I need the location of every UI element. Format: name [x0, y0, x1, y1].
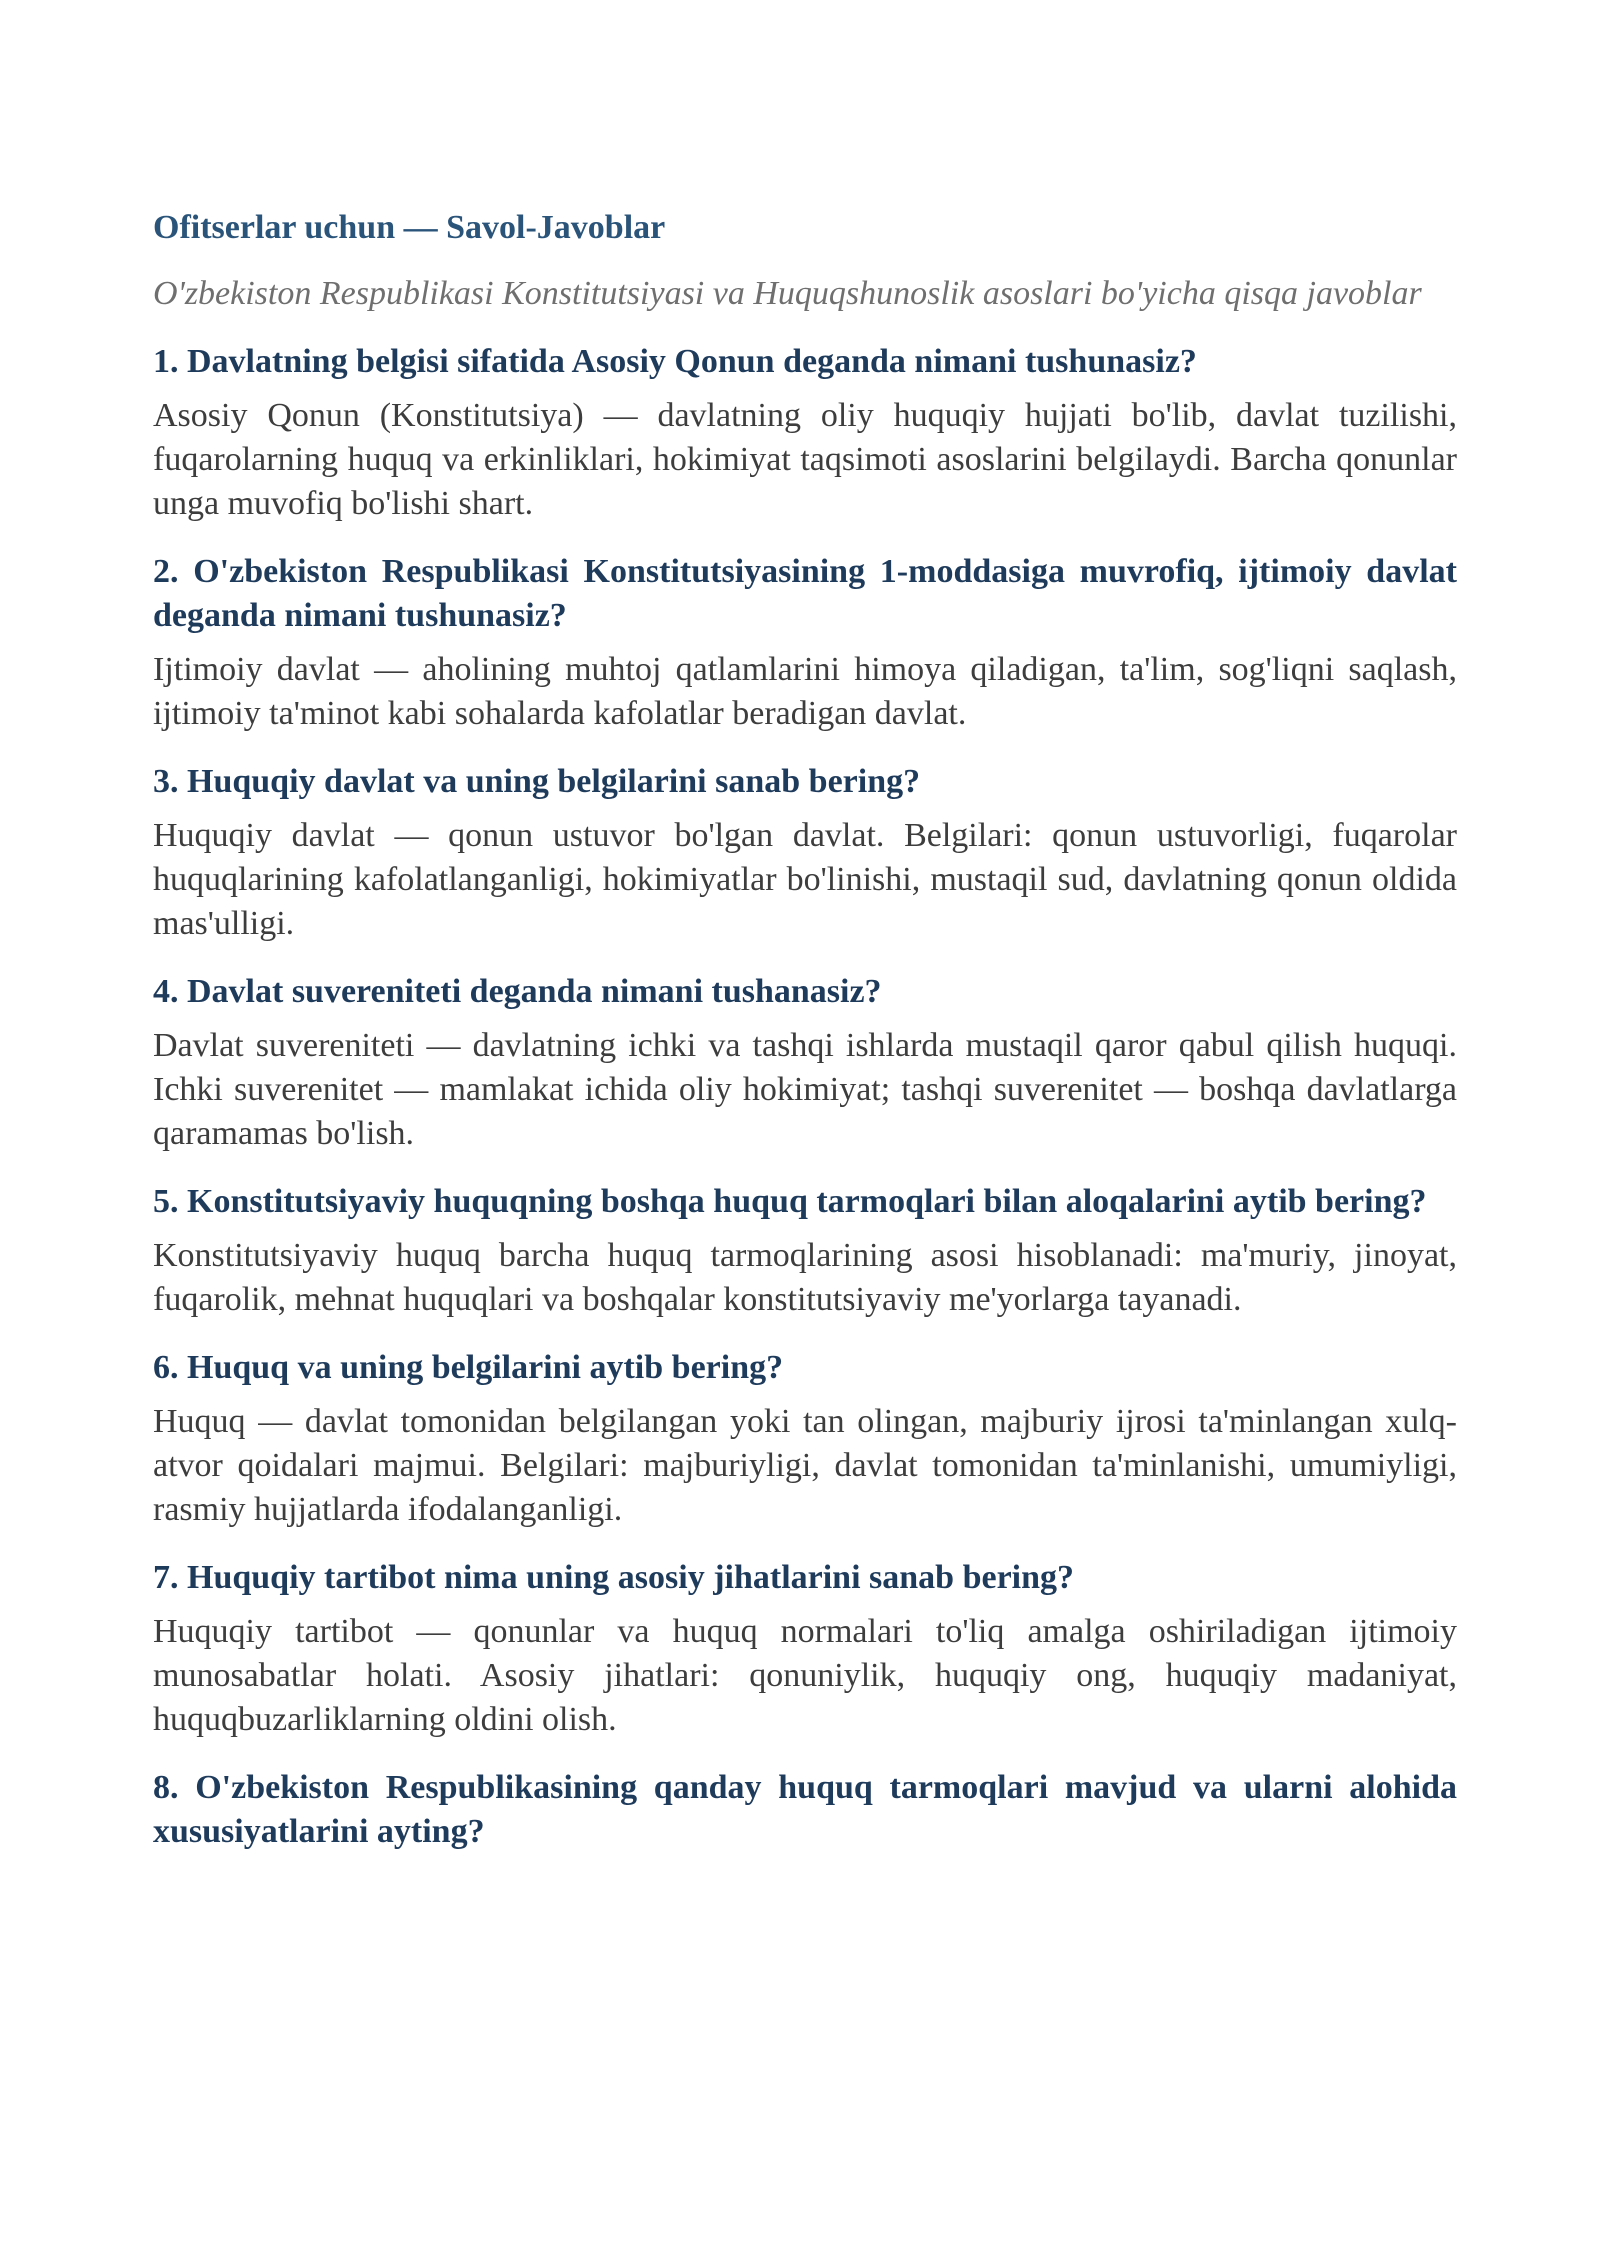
answer-4: Davlat suvereniteti — davlatning ichki va tashqi ishlarda mustaqil qaror qabul qilish huquqi. Ichki suverenitet — mamlakat ichida oliy hokimiyat; tashqi suverenitet — boshqa davlatlarga qaramamas bo'lish. [153, 1027, 1457, 1152]
qa-item-2 [153, 550, 1457, 736]
question-5: 5. Konstitutsiyaviy huquqning boshqa huquq tarmoqlari bilan aloqalarini aytib bering? [153, 1183, 1427, 1220]
answer-5: Konstitutsiyaviy huquq barcha huquq tarmoqlarining asosi hisoblanadi: ma'muriy, jinoyat, fuqarolik, mehnat huquqlari va boshqalar konstitutsiyaviy me'yorlarga tayanadi. [153, 1237, 1457, 1318]
qa-item-7 [153, 1556, 1457, 1742]
question-6: 6. Huquq va uning belgilarini aytib bering? [153, 1349, 784, 1386]
qa-item-3 [153, 760, 1457, 946]
qa-item-5 [153, 1180, 1457, 1322]
qa-item-4 [153, 970, 1457, 1156]
question-1: 1. Davlatning belgisi sifatida Asosiy Qonun deganda nimani tushunasiz? [153, 343, 1197, 380]
qa-item-6 [153, 1346, 1457, 1532]
question-8: 8. O'zbekiston Respublikasining qanday huquq tarmoqlari mavjud va ularni alohida xususiyatlarini ayting? [153, 1769, 1457, 1850]
document-page [153, 206, 1457, 1854]
answer-2: Ijtimoiy davlat — aholining muhtoj qatlamlarini himoya qiladigan, ta'lim, sog'liqni saqlash, ijtimoiy ta'minot kabi sohalarda kafolatlar beradigan davlat. [153, 651, 1457, 732]
question-7: 7. Huquqiy tartibot nima uning asosiy jihatlarini sanab bering? [153, 1559, 1075, 1596]
answer-6: Huquq — davlat tomonidan belgilangan yoki tan olingan, majburiy ijrosi ta'minlangan xulq-atvor qoidalari majmui. Belgilari: majburiyligi, davlat tomonidan ta'minlanishi, umumiyligi, rasmiy hujjatlarda ifodalanganligi. [153, 1403, 1457, 1528]
question-2: 2. O'zbekiston Respublikasi Konstitutsiyasining 1-moddasiga muvrofiq, ijtimoiy davlat deganda nimani tushunasiz? [153, 553, 1457, 634]
answer-1: Asosiy Qonun (Konstitutsiya) — davlatning oliy huquqiy hujjati bo'lib, davlat tuzilishi, fuqarolarning huquq va erkinliklari, hokimiyat taqsimoti asoslarini belgilaydi. Barcha qonunlar unga muvofiq bo'lishi shart. [153, 397, 1457, 522]
document-title: Ofitserlar uchun — Savol-Javoblar [153, 209, 666, 246]
qa-item-8 [153, 1766, 1457, 1854]
document-subtitle: O'zbekiston Respublikasi Konstitutsiyasi va Huquqshunoslik asoslari bo'yicha qisqa javoblar [153, 275, 1422, 312]
question-3: 3. Huquqiy davlat va uning belgilarini sanab bering? [153, 763, 921, 800]
answer-7: Huquqiy tartibot — qonunlar va huquq normalari to'liq amalga oshiriladigan ijtimoiy munosabatlar holati. Asosiy jihatlari: qonuniylik, huquqiy ong, huquqiy madaniyat, huquqbuzarliklarning oldini olish. [153, 1613, 1457, 1738]
question-4: 4. Davlat suvereniteti deganda nimani tushanasiz? [153, 973, 882, 1010]
qa-item-1 [153, 340, 1457, 526]
answer-3: Huquqiy davlat — qonun ustuvor bo'lgan davlat. Belgilari: qonun ustuvorligi, fuqarolar huquqlarining kafolatlanganligi, hokimiyatlar bo'linishi, mustaqil sud, davlatning qonun oldida mas'ulligi. [153, 817, 1457, 942]
